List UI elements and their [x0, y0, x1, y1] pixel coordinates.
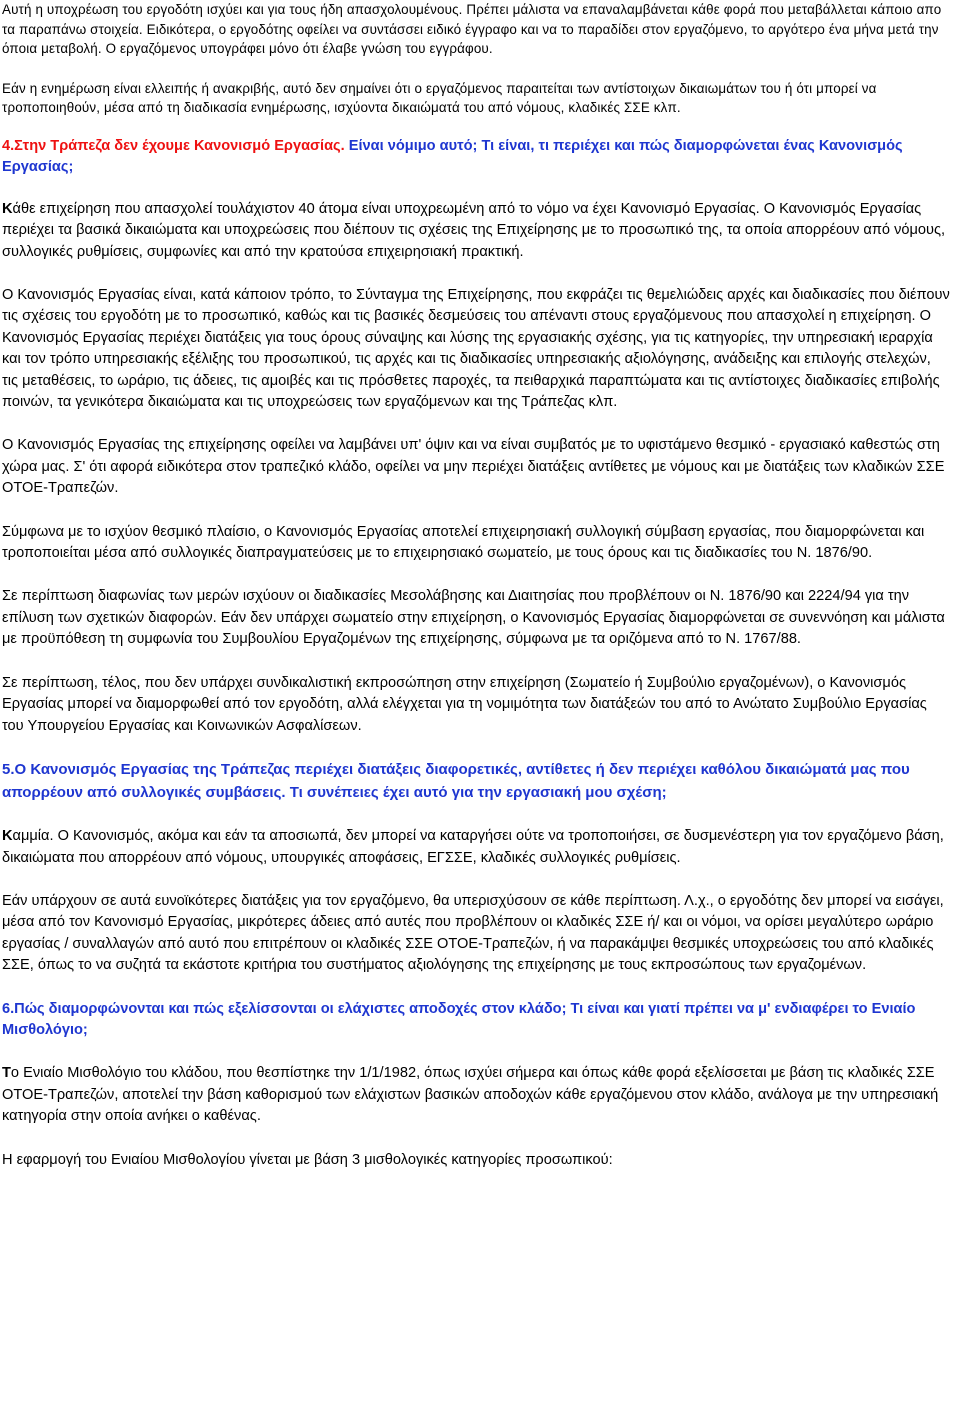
paragraph-regulation-compatibility: Ο Κανονισμός Εργασίας της επιχείρησης οφείλει να λαμβάνει υπ' όψιν και να είναι συμβατός με το υφιστάμενο θεσμικό - εργασιακό καθεστώς στη χώρα μας. Σ' ότι αφορά ειδικότερα στον τραπεζικό κλάδο, οφείλει να μην περιέχει διατάξεις αντίθετες με νόμους και με διατάξεις των κλαδικών ΣΣΕ ΟΤΟΕ-Τραπεζών. — [2, 437, 945, 497]
paragraph-regulation-definition — [2, 199, 950, 263]
paragraph-no-union: Σε περίπτωση, τέλος, που δεν υπάρχει συνδικαλιστική εκπροσώπηση στην επιχείρηση (Σωματείο ή Συμβούλιο εργαζομένων), ο Κανονισμός Εργασίας μπορεί να διαμορφωθεί από τον εργοδότη, αλλά ελέγχεται για τη νομιμότητα των διατάξεών του από το Ανώτατο Συμβούλιο Εργασίας του Υπουργείου Εργασίας και Κοινωνικών Ασφαλίσεων. — [2, 674, 927, 734]
dropcap: Κ — [2, 828, 13, 845]
paragraph-regulation-constitution: Ο Κανονισμός Εργασίας είναι, κατά κάποιον τρόπο, το Σύνταγμα της Επιχείρησης, που εκφράζει τις θεμελιώδεις αρχές και διαδικασίες που διέπουν τις σχέσεις του εργοδότη με το προσωπικό, καθώς και τις βασικές δεσμεύσεις του απέναντι στους εργαζόμενους που απασχολεί η επιχείρηση. Ο Κανονισμός Εργασίας περιέχει διατάξεις για τους όρους σύναψης και λύσης της εργασιακής σχέσης, για τις κατηγορίες, την υπηρεσιακή ιεραρχία και τον τρόπο υπηρεσιακής εξέλιξης του προσωπικού, τις αρχές και τις διαδικασίες υπηρεσιακής αξιολόγησης, ανάδειξης και επιλογής στελεχών, τις μεταθέσεις, το ωράριο, τις άδειες, τις αμοιβές και τις πρόσθετες παροχές, τα πειθαρχικά παραπτώματα και τις αντίστοιχες διαδικασίες επιβολής ποινών, τα γενικότερα δικαιώματα και τις υποχρεώσεις των εργαζόμενων και της Τράπεζας κλπ. — [2, 287, 950, 411]
paragraph-unified-payroll — [2, 1063, 950, 1127]
dropcap: Τ — [2, 1065, 11, 1082]
heading-question-4 — [2, 136, 950, 179]
dropcap: Κ — [2, 200, 13, 217]
heading-question-4-blue: Είναι νόμιμο αυτό; Τι είναι, τι περιέχει και πώς διαμορφώνεται ένας Κανονισμός Εργασίας; — [2, 137, 903, 176]
heading-question-6: 6.Πώς διαμορφώνονται και πώς εξελίσσονται οι ελάχιστες αποδοχές στον κλάδο; Τι είναι και γιατί πρέπει να μ' ενδιαφέρει το Ενιαίο Μισθολόγιο; — [2, 1000, 916, 1038]
paragraph-text: άθε επιχείρηση που απασχολεί τουλάχιστον 40 άτομα είναι υποχρεωμένη από το νόμο να έχει Κανονισμό Εργασίας. Ο Κανονισμός Εργασίας περιέχει τα βασικά δικαιώματα και υποχρεώσεις που διέπουν τις σχέσεις της Επιχείρησης με το προσωπικό της, τα οποία απορρέουν από νόμους, συλλογικές ρυθμίσεις, συμφωνίες και από την κρατούσα επιχειρησιακή πρακτική. — [2, 200, 946, 260]
paragraph-no-consequence — [2, 826, 950, 869]
paragraph-incomplete-info: Εάν η ενημέρωση είναι ελλειπής ή ανακριβής, αυτό δεν σημαίνει ότι ο εργαζόμενος παραιτείται των αντίστοιχων δικαιωμάτων του ή ότι μπορεί να τροποποιηθούν, μέσα από τη διαδικασία ενημέρωσης, ισχύοντα δικαιώματά του από νόμους, κλαδικές ΣΣΕ κλπ. — [2, 80, 877, 116]
paragraph-disagreement: Σε περίπτωση διαφωνίας των μερών ισχύουν οι διαδικασίες Μεσολάβησης και Διαιτησίας που προβλέπουν οι Ν. 1876/90 και 2224/94 για την επίλυση των σχετικών διαφορών. Εάν δεν υπάρχει σωματείο στην επιχείρηση, ο Κανονισμός Εργασίας διαμορφώνεται σε συνεννόηση και μάλιστα με προϋπόθεση τη συμφωνία του Συμβουλίου Εργαζομένων της επιχείρησης, σύμφωνα με τα οριζόμενα από το Ν. 1767/88. — [2, 588, 945, 648]
paragraph-text: αμμία. Ο Κανονισμός, ακόμα και εάν τα αποσιωπά, δεν μπορεί να καταργήσει ούτε να τροποποιήσει, σε δυσμενέστερη για τον εργαζόμενο βάση, δικαιώματα που απορρέουν από νόμους, υπουργικές αποφάσεις, ΕΓΣΣΕ, κλαδικές συλλογικές ρυθμίσεις. — [2, 828, 944, 866]
paragraph-text: ο Ενιαίο Μισθολόγιο του κλάδου, που θεσπίστηκε την 1/1/1982, όπως ισχύει σήμερα και όπως κάθε φορά εξελίσσεται με βάση τις κλαδικές ΣΣΕ ΟΤΟΕ-Τραπεζών, αποτελεί την βάση καθορισμού των ελάχιστων βασικών αποδοχών κάθε εργαζόμενου στον κλάδο, ανάλογα με την υπηρεσιακή κατηγορία στην οποία ανήκει ο καθένας. — [2, 1065, 939, 1125]
paragraph-info-obligation: Αυτή η υποχρέωση του εργοδότη ισχύει και για τους ήδη απασχολουμένους. Πρέπει μάλιστα να επαναλαμβάνεται κάθε φορά που μεταβάλλεται κάποιο απο τα παραπάνω στοιχεία. Ειδικότερα, ο εργοδότης οφείλει να συντάσσει ειδικό έγγραφο και να το παραδίδει στον εργαζόμενο, το αργότερο ένα μήνα μετά την όποια μεταβολή. Ο εργαζόμενος υπογράφει μόνο ότι έλαβε γνώση του εγγράφου. — [2, 2, 942, 57]
heading-question-5: 5.Ο Κανονισμός Εργασίας της Τράπεζας περιέχει διατάξεις διαφορετικές, αντίθετες ή δεν περιέχει καθόλου δικαιώματά μας που απορρέουν από συλλογικές συμβάσεις. Τι συνέπειες έχει αυτό για την εργασιακή μου σχέση; — [2, 760, 910, 801]
paragraph-favorable-provisions: Εάν υπάρχουν σε αυτά ευνοϊκότερες διατάξεις για τον εργαζόμενο, θα υπερισχύσουν σε κάθε περίπτωση. Λ.χ., ο εργοδότης δεν μπορεί να εισάγει, μέσα από τον Κανονισμό Εργασίας, μικρότερες άδειες από αυτές που προβλέπουν οι κλαδικές ΣΣΕ ή/ και οι νόμοι, να ορίσει μεγαλύτερο ωράριο εργασίας / συναλλαγών από αυτό που επιτρέπουν οι κλαδικές ΣΣΕ ΟΤΟΕ-Τραπεζών, ή να παρακάμψει θεσμικές υποχρεώσεις του από κλαδικές ΣΣΕ, όπως το να συζητά τα εκάστοτε κριτήρια του συστήματος αξιολόγησης της επιχείρησης με τους εκπροσώπους των εργαζομένων. — [2, 892, 944, 974]
heading-question-4-red: 4.Στην Τράπεζα δεν έχουμε Κανονισμό Εργασίας. — [2, 137, 345, 154]
paragraph-payroll-categories: Η εφαρμογή του Ενιαίου Μισθολογίου γίνεται με βάση 3 μισθολογικές κατηγορίες προσωπικού: — [2, 1151, 613, 1168]
paragraph-regulation-framework: Σύμφωνα με το ισχύον θεσμικό πλαίσιο, ο Κανονισμός Εργασίας αποτελεί επιχειρησιακή συλλογική σύμβαση εργασίας, που διαμορφώνεται και τροποποιείται μέσα από συλλογικές διαπραγματεύσεις με το επιχειρησιακό σωματείο, με τους όρους και τις διαδικασίες του Ν. 1876/90. — [2, 523, 925, 562]
